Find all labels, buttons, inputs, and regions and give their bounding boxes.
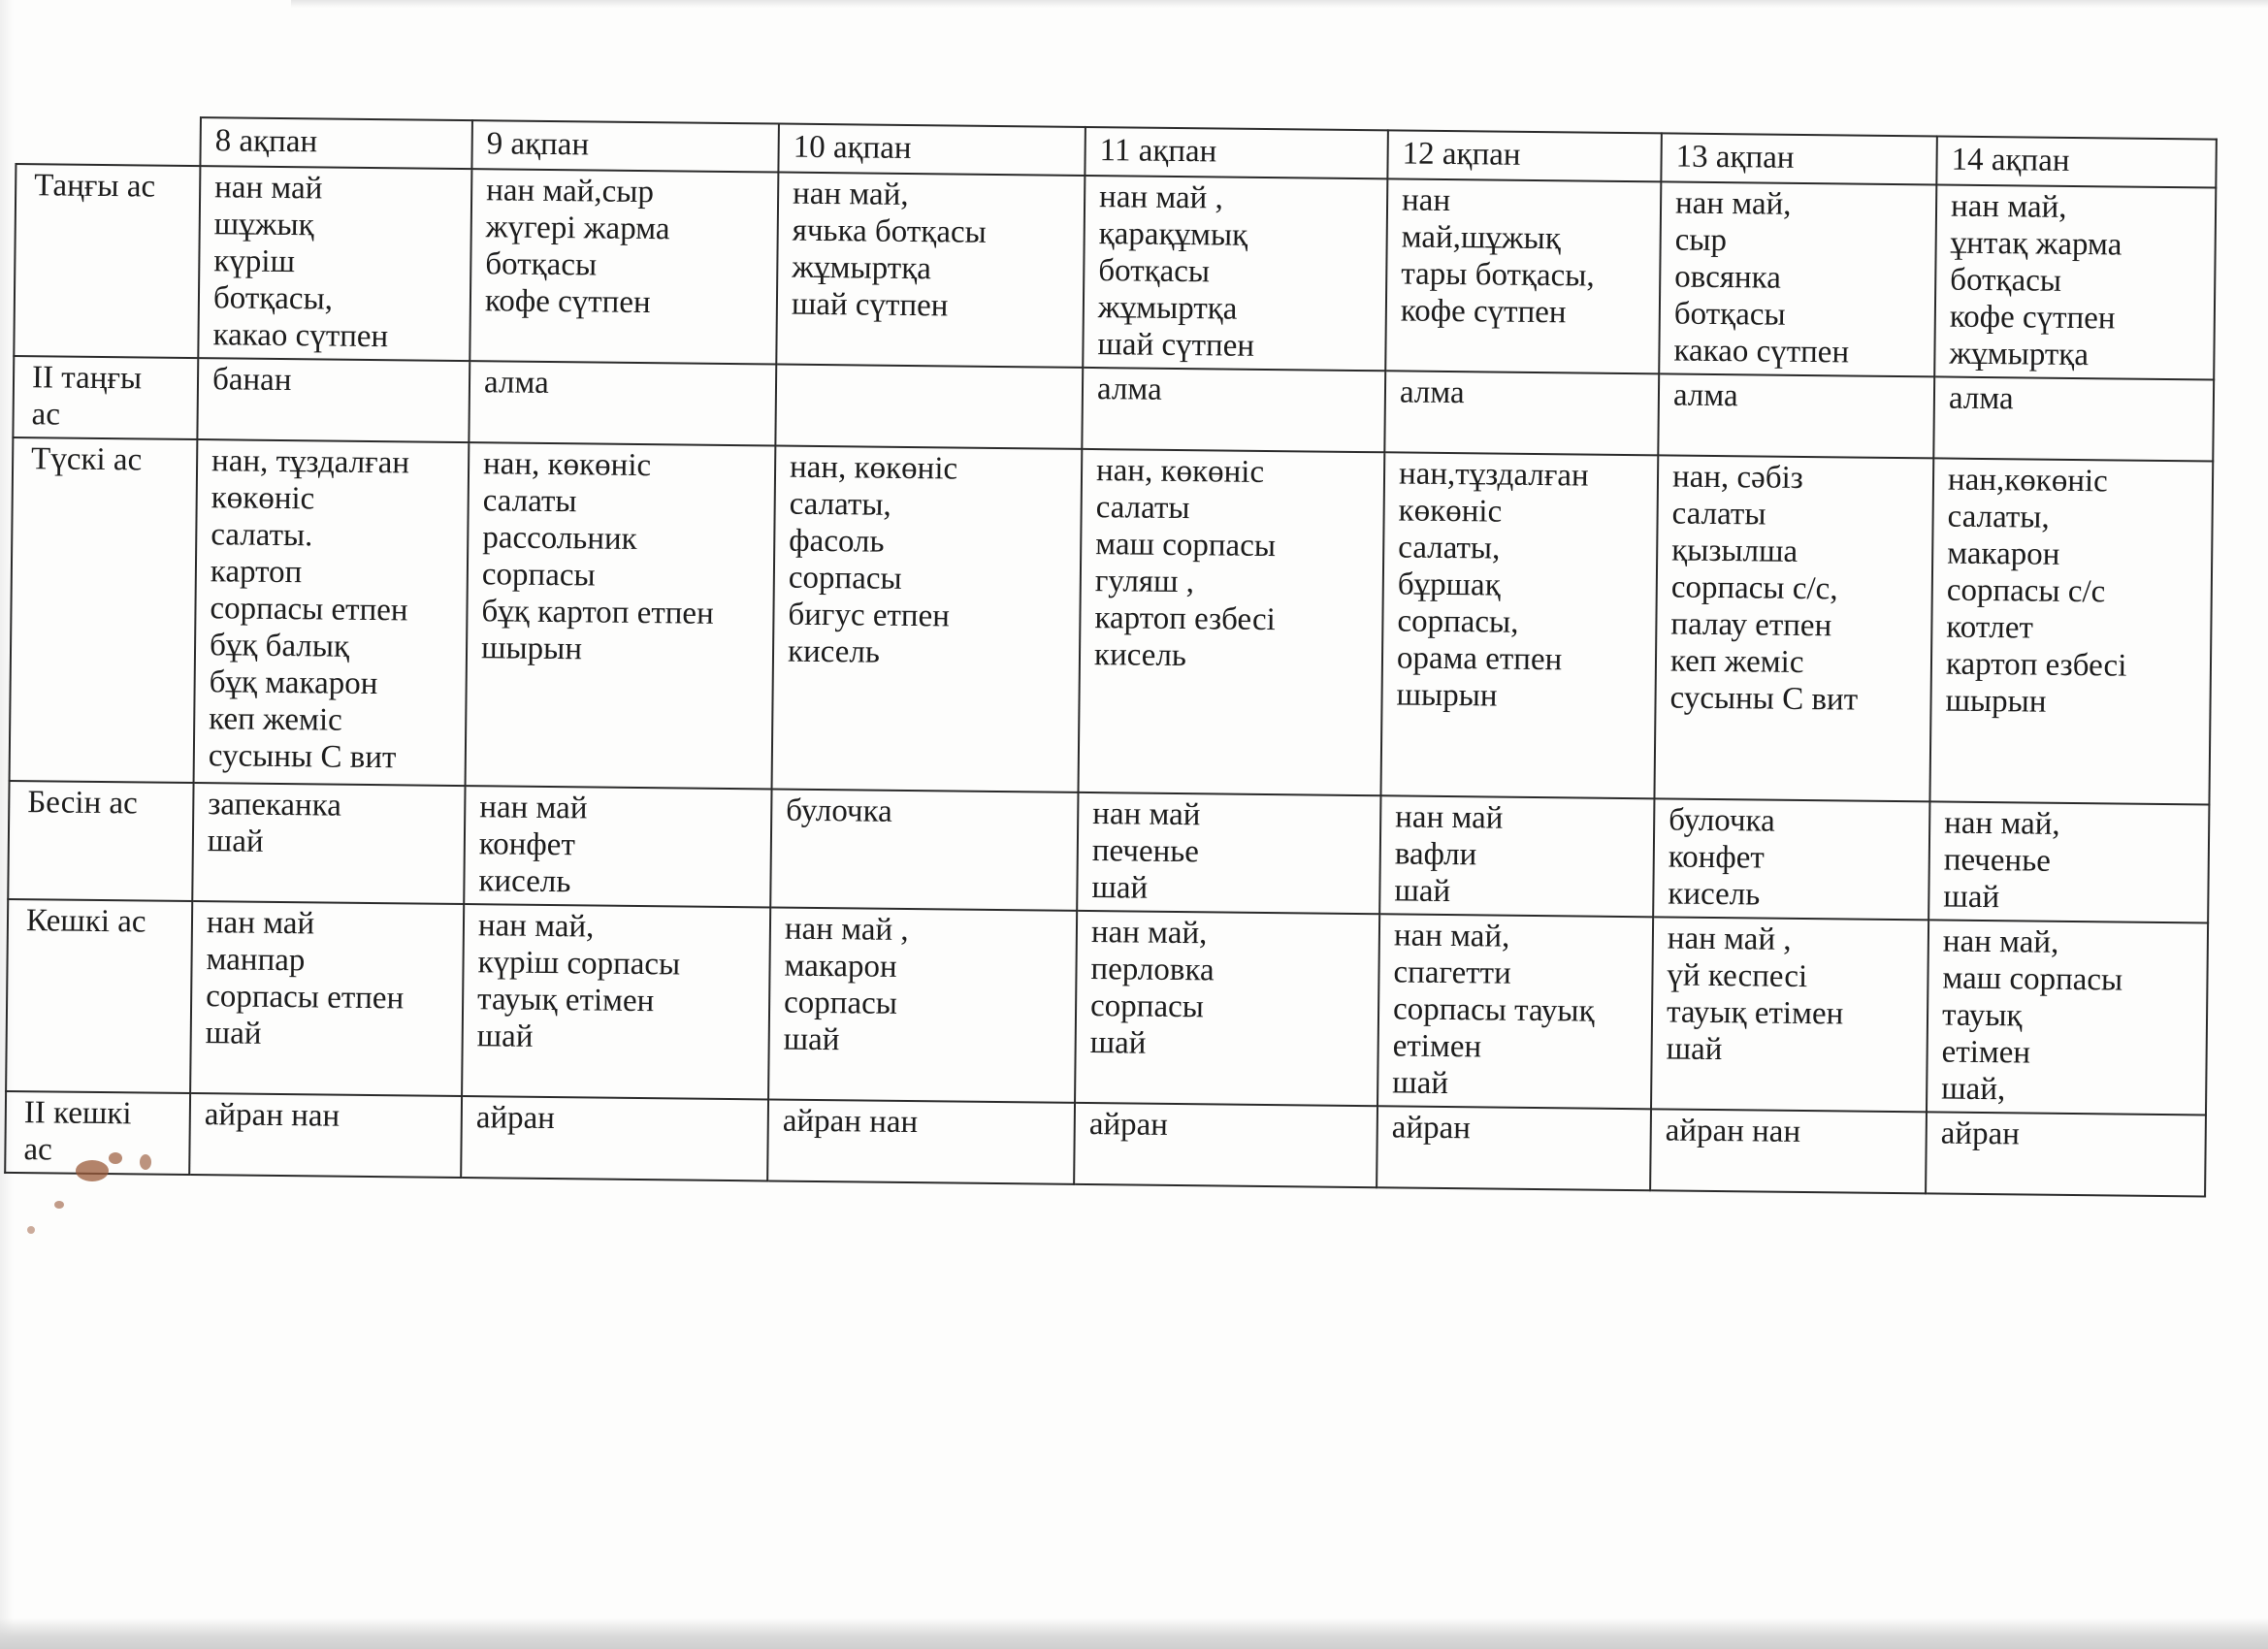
menu-cell: айран	[461, 1096, 768, 1180]
menu-cell: нан май манпар сорпасы етпен шай	[190, 901, 464, 1096]
menu-cell: айран нан	[189, 1093, 462, 1178]
meal-row-breakfast	[14, 164, 2216, 380]
menu-cell: нан май, спагетти сорпасы тауық етімен шай	[1377, 914, 1653, 1109]
menu-cell: нан май шұжық күріш ботқасы, какао сүтпен	[198, 166, 471, 361]
menu-cell: нан, көкөніс салаты, фасоль сорпасы бигус етпен кисель	[772, 445, 1083, 792]
menu-cell: нан май печенье шай	[1077, 792, 1380, 914]
weekly-menu-table	[4, 114, 2218, 1197]
menu-cell: айран	[1926, 1112, 2206, 1196]
menu-cell: нан май, печенье шай	[1928, 801, 2209, 922]
meal-row-lunch	[10, 437, 2214, 805]
menu-cell: запеканка шай	[192, 783, 465, 904]
date-header: 8 ақпан	[200, 117, 472, 169]
scan-shadow-bottom	[0, 1618, 2268, 1649]
meal-row-afternoon-snack	[8, 781, 2209, 923]
menu-cell: нан май,сыр жүгері жарма ботқасы кофе сүтпен	[470, 169, 778, 364]
menu-cell: нан, тұздалған көкөніс салаты. картоп сорпасы етпен бұқ балық бұқ макарон кеп жеміс сусыны С вит	[194, 439, 470, 786]
scan-shadow-top	[291, 0, 2268, 8]
menu-cell: нан май, сыр овсянка ботқасы какао сүтпен	[1659, 181, 1936, 376]
menu-cell: айран	[1377, 1106, 1651, 1190]
menu-cell: нан май , макарон сорпасы шай	[768, 907, 1077, 1102]
menu-cell	[775, 365, 1083, 449]
menu-cell: нан май, күріш сорпасы тауық етімен шай	[462, 904, 770, 1099]
menu-cell: нан, көкөніс салаты маш сорпасы гуляш , картоп езбесі кисель	[1079, 449, 1385, 795]
date-header: 9 ақпан	[471, 120, 779, 172]
menu-cell: нан, көкөніс салаты рассольник сорпасы бұқ картоп етпен шырын	[466, 442, 776, 789]
menu-cell: нан май конфет кисель	[464, 786, 771, 907]
meal-label: Бесін ас	[8, 781, 193, 901]
stain-mark	[54, 1201, 64, 1209]
menu-cell: айран	[1074, 1103, 1377, 1187]
date-header: 14 ақпан	[1936, 136, 2217, 187]
stain-mark	[76, 1160, 109, 1181]
menu-cell: нан май , қарақұмық ботқасы жұмыртқа шай сүтпен	[1083, 176, 1387, 371]
menu-cell: алма	[1658, 373, 1934, 458]
menu-cell: нан, сәбіз салаты қызылша сорпасы с/с, палау етпен кеп жеміс сусыны С вит	[1654, 455, 1933, 801]
menu-cell: нан май, ұнтақ жарма ботқасы кофе сүтпен жұмыртқа	[1934, 184, 2216, 379]
meal-label: Түскі ас	[10, 437, 198, 783]
meal-label: Таңғы ас	[14, 164, 200, 358]
menu-cell: нан май, ячька ботқасы жұмыртқа шай сүтпен	[776, 173, 1085, 368]
stain-mark	[109, 1152, 122, 1164]
menu-cell: нан,көкөніс салаты, макарон сорпасы с/с котлет картоп езбесі шырын	[1929, 458, 2213, 804]
date-header: 12 ақпан	[1387, 130, 1662, 181]
date-header: 11 ақпан	[1085, 127, 1388, 178]
menu-cell: булочка конфет кисель	[1653, 798, 1929, 920]
menu-cell: айран нан	[767, 1099, 1075, 1183]
menu-cell: алма	[1384, 371, 1659, 455]
menu-cell: нан май, маш сорпасы тауық етімен шай,	[1927, 920, 2208, 1115]
meal-label: ІІ таңғы ас	[13, 356, 198, 439]
corner-cell	[16, 115, 201, 166]
menu-cell: айран нан	[1650, 1109, 1927, 1193]
menu-cell: нан май , үй кеспесі тауық етімен шай	[1651, 917, 1928, 1112]
stain-mark	[27, 1226, 35, 1234]
menu-cell: нан май, перловка сорпасы шай	[1075, 911, 1379, 1106]
stain-mark	[140, 1154, 151, 1170]
menu-cell: нан май вафли шай	[1379, 795, 1654, 917]
date-header: 10 ақпан	[778, 124, 1085, 176]
menu-cell: нан май,шұжық тары ботқасы, кофе сүтпен	[1385, 178, 1661, 373]
menu-cell: алма	[1933, 376, 2214, 461]
date-header: 13 ақпан	[1661, 133, 1937, 184]
menu-cell: алма	[469, 361, 776, 445]
meal-row-dinner	[6, 899, 2208, 1116]
menu-cell: нан,тұздалған көкөніс салаты, бұршақ сорпасы, орама етпен шырын	[1380, 452, 1658, 798]
menu-cell: алма	[1082, 368, 1385, 452]
meal-label: ІІ кешкі ас	[5, 1091, 190, 1175]
menu-cell: булочка	[770, 789, 1078, 910]
menu-cell: банан	[197, 358, 470, 442]
meal-label: Кешкі ас	[6, 899, 192, 1093]
